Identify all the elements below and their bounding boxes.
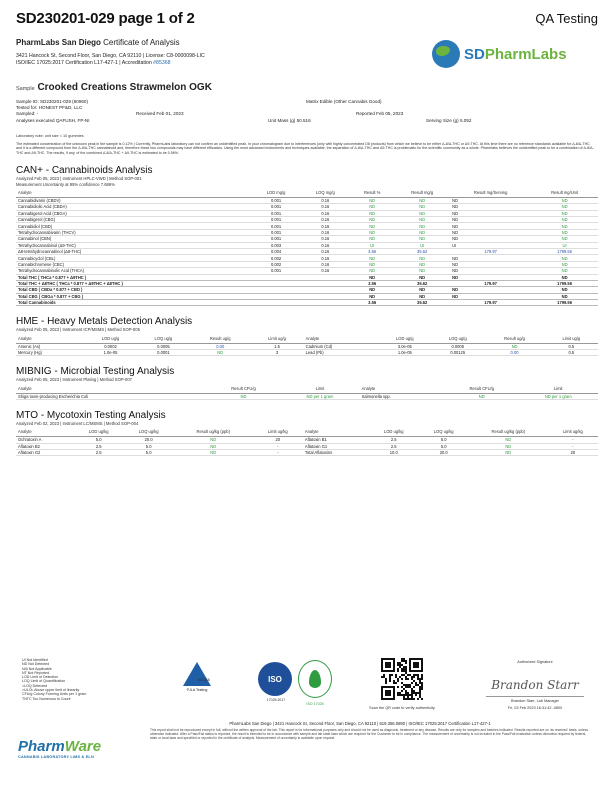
- microbial-header: Limit: [280, 386, 359, 393]
- mycotoxin-method: Analyzed Feb 02, 2023 | Instrument LC/MSMS | Method SOP-004: [16, 421, 139, 427]
- cannabinoid-cell: Cannabidivarin (CBDV): [16, 197, 252, 203]
- metal-header: Result ug/g: [484, 336, 544, 343]
- microbial-header: Analyte: [16, 386, 207, 393]
- metal-cell: ND: [484, 343, 544, 349]
- microbial-cell: Salmonella spp.: [360, 393, 445, 399]
- metal-cell: 0.0001: [137, 350, 190, 356]
- cannabinoid-total-cell: Total CBD ( CBDa * 0.877 + CBD ): [16, 287, 252, 293]
- cannabinoid-cell: ND: [450, 229, 531, 235]
- cannabinoid-cell: ND: [531, 229, 598, 235]
- tested-for: Tested for: HONEST PF&D, LLC: [16, 105, 83, 111]
- cannabinoid-cell: ND: [531, 204, 598, 210]
- analyses-executed: Analyses executed QAFUSH, FP-NI: [16, 117, 90, 123]
- cannabinoid-total-cell: ND: [350, 287, 394, 293]
- cannabinoid-total-cell: 1799.56: [531, 300, 598, 306]
- mycotoxin-cell: 10.0: [369, 450, 419, 456]
- cannabinoid-total-cell: ND: [531, 293, 598, 299]
- cannabinoid-cell: ND: [531, 268, 598, 274]
- cannabinoid-total-cell: 1799.56: [531, 280, 598, 286]
- mycotoxin-cell: ND: [174, 443, 253, 449]
- abbreviation-legend: [22, 658, 112, 701]
- cannabinoid-cell: ND: [450, 236, 531, 242]
- top-bar: [16, 10, 598, 32]
- mycotoxin-header: LOQ ug/kg: [419, 429, 469, 436]
- mycotoxin-cell: 5.0: [74, 437, 124, 443]
- microbial-header: Result CFU/g: [207, 386, 281, 393]
- cannabinoid-cell: ND: [394, 204, 450, 210]
- cannabinoid-cell: ND: [531, 217, 598, 223]
- mycotoxin-header: Limit ug/kg: [253, 429, 303, 436]
- cannabinoid-header: Analyte: [16, 190, 252, 197]
- mycotoxin-header: LOQ ug/kg: [124, 429, 174, 436]
- table-row: [16, 350, 598, 356]
- metal-header: LOQ ug/g: [137, 336, 190, 343]
- laboratory-note: Laboratory note: unit size = 10 gummies: [16, 134, 84, 138]
- cannabinoid-cell: ND: [350, 255, 394, 261]
- cannabinoid-cell: 0.001: [252, 229, 301, 235]
- cannabinoid-cell: 0.001: [252, 217, 301, 223]
- cannabinoid-cell: ND: [350, 223, 394, 229]
- seal-caption: ISO 17025: [306, 702, 324, 706]
- mycotoxin-cell: ND: [174, 437, 253, 443]
- metals-table: [16, 336, 598, 357]
- cannabinoid-cell: 0.16: [301, 197, 351, 203]
- cannabinoid-total-cell: Total THC ( THCa * 0.877 + Δ9THC ): [16, 274, 252, 280]
- cannabinoid-cell: 0.002: [252, 261, 301, 267]
- metal-header: LOD ug/g: [84, 336, 137, 343]
- cannabinoid-cell: ND: [531, 210, 598, 216]
- cannabinoid-total-cell: 3.56: [350, 280, 394, 286]
- cannabinoid-cell: ND: [531, 197, 598, 203]
- legend-item: LOQ Limit of Quantification: [22, 679, 66, 684]
- cannabinoid-cell: 35.62: [394, 248, 450, 254]
- cannabinoid-cell: Cannabigerol Acid (CBGA): [16, 210, 252, 216]
- lab-header: [16, 38, 598, 80]
- mycotoxin-cell: Ochratoxin A: [16, 437, 74, 443]
- microbial-title: MIBNIG - Microbial Testing Analysis: [16, 366, 175, 378]
- metal-cell: 3.0e-05: [378, 343, 431, 349]
- legend-item: UI Not Identified: [22, 658, 48, 662]
- cannabinoid-header: LOQ mg/g: [301, 190, 351, 197]
- metal-cell: 0.5: [545, 350, 598, 356]
- mycotoxin-cell: 2.5: [369, 437, 419, 443]
- cannabinoid-cell: 0.16: [301, 217, 351, 223]
- metal-header: Limit ug/g: [545, 336, 598, 343]
- qa-label: QA Testing: [535, 11, 598, 26]
- cannabinoid-cell: Cannabidiol (CBD): [16, 223, 252, 229]
- signature: Brandon Starr: [491, 678, 579, 692]
- mycotoxin-cell: 20: [548, 450, 598, 456]
- cannabinoid-header: Result mg/Unit: [531, 190, 598, 197]
- microbial-cell: ND per 1 gram: [519, 393, 598, 399]
- microbial-method: Analyzed Feb 05, 2023 | Instrument Plating | Method SOP-007: [16, 377, 133, 383]
- cannabinoid-cell: ND: [531, 261, 598, 267]
- signer-name: Brandon Starr, Lab Manager: [511, 699, 559, 703]
- mycotoxin-cell: -: [253, 443, 303, 449]
- cannabinoid-cell: Cannabinol (CBN): [16, 236, 252, 242]
- microbial-cell: ND: [207, 393, 281, 399]
- mycotoxin-header: Analyte: [16, 429, 74, 436]
- mycotoxin-header: Result ug/kg (ppb): [469, 429, 548, 436]
- cannabinoid-cell: ND: [350, 210, 394, 216]
- document-id: SD230201-029 page 1 of 2: [16, 10, 195, 27]
- microbial-cell: ND per 1 gram: [280, 393, 359, 399]
- cannabinoid-cell: ND: [450, 261, 531, 267]
- accreditation-link[interactable]: #85368: [153, 60, 171, 66]
- reported: Reported Feb 05, 2023: [356, 111, 404, 117]
- cannabinoid-cell: ND: [450, 268, 531, 274]
- cannabinoid-total-cell: 179.97: [450, 280, 531, 286]
- metals-title: HME - Heavy Metals Detection Analysis: [16, 316, 193, 328]
- qr-code-icon[interactable]: [381, 658, 423, 700]
- metal-cell: Arsenic (As): [16, 343, 84, 349]
- cannabinoid-cell: ND: [531, 255, 598, 261]
- mycotoxin-cell: 2.5: [74, 443, 124, 449]
- cannabinoid-cell: ND: [394, 229, 450, 235]
- footer-address: PharmLabs San Diego | 3421 Hancock St, Second Floor, San Diego, CA 92110 | 619.356.0890 | ISO/IEC 17025:2017 Certification L17-427-1: [229, 721, 491, 726]
- pjla-badge: #85368 PJLA Testing: [174, 662, 220, 706]
- document-title: Certificate of Analysis: [103, 38, 180, 47]
- cannabinoid-cell: ND: [394, 210, 450, 216]
- metal-header: Analyte: [16, 336, 84, 343]
- metal-cell: 0.00125: [431, 350, 484, 356]
- legend-item: <LOQ Detected: [22, 683, 48, 688]
- metal-cell: 0.0002: [84, 343, 137, 349]
- unit-mass: Unit Mass (g) 50.516: [268, 117, 311, 123]
- lab-name: PharmLabs San Diego Certificate of Analysis: [16, 38, 180, 47]
- metal-cell: 0.00: [190, 343, 250, 349]
- cannabinoid-cell: Cannabichromene (CBC): [16, 261, 252, 267]
- cannabinoid-total-cell: ND: [450, 287, 531, 293]
- cannabinoid-cell: ND: [350, 217, 394, 223]
- mycotoxin-cell: 5.0: [419, 437, 469, 443]
- serving-size: Serving Size (g) 5.052: [426, 117, 472, 123]
- lab-address: 3421 Hancock St, Second Floor, San Diego, CA 92110 | License: C8-0000098-LIC ISO/IEC 17025:2017 Certification L17-427-1 | Accreditation #85368: [16, 53, 205, 66]
- legend-item: NT Not Reported: [22, 670, 50, 675]
- cannabinoid-cell: 0.001: [252, 236, 301, 242]
- metal-cell: ND: [190, 350, 250, 356]
- mycotoxin-cell: 5.0: [124, 450, 174, 456]
- cannabinoid-cell: ND: [531, 236, 598, 242]
- cannabinoid-total-cell: Total Cannabinoids: [16, 300, 252, 306]
- cannabinoid-cell: ND: [450, 223, 531, 229]
- metal-cell: 0.0005: [431, 343, 484, 349]
- cannabinoid-cell: ND: [450, 204, 531, 210]
- cannabinoid-total-cell: ND: [531, 287, 598, 293]
- metal-cell: 1.0e-05: [84, 350, 137, 356]
- metal-header: LOD ug/g: [378, 336, 431, 343]
- mycotoxin-header: Limit ug/kg: [548, 429, 598, 436]
- cannabinoid-total-cell: Total THC + Δ8THC ( THCa * 0.877 + Δ9THC + Δ8THC ): [16, 280, 252, 286]
- cannabinoid-cell: ND: [350, 197, 394, 203]
- signed-date: Fri, 03 Feb 2023 16:31:42 -0800: [507, 705, 563, 710]
- metal-cell: 0.00: [484, 350, 544, 356]
- cannabinoid-cell: ND: [350, 236, 394, 242]
- mycotoxin-header: Result ug/kg (ppb): [174, 429, 253, 436]
- cannabinoid-cell: ND: [394, 236, 450, 242]
- cannabinoid-cell: 179.97: [450, 248, 531, 254]
- metals-method: Analyzed Feb 05, 2023 | Instrument ICP/MSMS | Method SOP-005: [16, 327, 140, 333]
- metal-header: Limit ug/g: [250, 336, 303, 343]
- metal-cell: 1.0e-05: [378, 350, 431, 356]
- cannabinoid-total-cell: ND: [531, 274, 598, 280]
- cannabinoid-cell: 3.56: [350, 248, 394, 254]
- cannabinoid-total-cell: ND: [350, 293, 394, 299]
- cannabinoid-cell: 0.16: [301, 268, 351, 274]
- mycotoxin-cell: ND: [469, 450, 548, 456]
- unknown-peak-note: The estimated concentration of the unknown peak in the sample is 0.12% | Currently, PharmLabs laboratory can not confirm an unidentified peak. In your chromatogram due to interferences (only with highly concentrated D8 products) from which we believe to be either Δ-8/Δ-THC or Δ9-THC. At this time there are no reference standards available for Δ-8/Δ-THC and it is a different compound from the Δ-8/Δ-THC cannabinoid and, therefore these two compounds may have different efficacies. Using the most advanced instruments and techniques available, the separation of Δ-8/Δ-THC and Δ9-THC is problematic for the scientific community as a whole. Pharmlabs believes the unidentified peak to be a combination of Δ-8/Δ-THC and Δ9-THC. The results, if any, of the combined Δ-8/Δ-THC + Δ9-THC is estimated to be 0.56%.: [16, 142, 594, 155]
- cannabinoid-cell: ND: [350, 229, 394, 235]
- microbial-table: [16, 386, 598, 400]
- sampled: Sampled: -: [16, 111, 39, 117]
- metal-header: Analyte: [304, 336, 379, 343]
- iso-badge: ISO: [258, 662, 292, 696]
- mycotoxin-table: [16, 429, 598, 456]
- cannabinoid-total-cell: Total CBG ( CBGa * 0.877 + CBG ): [16, 293, 252, 299]
- cannabinoid-cell: ND: [394, 261, 450, 267]
- cannabinoid-cell: 0.16: [301, 204, 351, 210]
- cannabinoid-cell: 1799.56: [531, 248, 598, 254]
- mycotoxin-header: LOD ug/kg: [369, 429, 419, 436]
- mycotoxin-cell: -: [548, 437, 598, 443]
- metal-cell: Mercury (Hg): [16, 350, 84, 356]
- cannabinoids-method: Analyzed Feb 05, 2023 | Instrument HPLC-VWD | Method SOP-001: [16, 176, 142, 182]
- metal-header: LOQ ug/g: [431, 336, 484, 343]
- cannabinoid-total-cell: ND: [394, 287, 450, 293]
- cannabinoid-cell: ND: [531, 223, 598, 229]
- mycotoxin-cell: 5.0: [419, 443, 469, 449]
- cannabinoid-cell: Cannabicyclol (CBL): [16, 255, 252, 261]
- cannabinoid-cell: UI: [531, 242, 598, 248]
- cannabinoids-uncertainty: Measurement Uncertainty at 95% confidence 7.686%: [16, 181, 115, 187]
- mycotoxin-cell: 2.5: [369, 443, 419, 449]
- cannabinoids-table: [16, 190, 598, 306]
- microbial-cell: ND: [445, 393, 519, 399]
- cannabinoid-cell: 0.16: [301, 210, 351, 216]
- mycotoxin-cell: Total Aflatoxins: [303, 450, 369, 456]
- cannabinoid-total-cell: 179.97: [450, 300, 531, 306]
- sample-metadata: [16, 99, 598, 131]
- matrix: Matrix Edible (Other Cannabis Good): [306, 99, 382, 104]
- iso-caption: 17025:2017: [266, 698, 286, 702]
- mycotoxin-cell: Aflatoxin B1: [303, 437, 369, 443]
- mycotoxin-cell: Aflatoxin G2: [16, 450, 74, 456]
- cannabinoid-total-cell: ND: [450, 293, 531, 299]
- cannabinoid-cell: 0.001: [252, 223, 301, 229]
- cannabinoid-header: LOD mg/g: [252, 190, 301, 197]
- cannabinoid-total-cell: 35.62: [394, 300, 450, 306]
- cannabinoid-cell: ND: [450, 255, 531, 261]
- sample-title: Sample Crooked Creations Strawmelon OGK: [16, 82, 212, 93]
- qr-caption: Scan the QR code to verify authenticity: [369, 706, 435, 710]
- mycotoxin-cell: -: [253, 450, 303, 456]
- table-row: [16, 450, 598, 456]
- table-row: [16, 393, 598, 399]
- microbial-header: Analyte: [360, 386, 445, 393]
- mycotoxin-cell: Aflatoxin G1: [303, 443, 369, 449]
- legend-item: LOD Limit of Detection: [22, 675, 59, 680]
- cannabinoid-cell: ND: [450, 210, 531, 216]
- legend-item: CFU/g Colony Forming Units per 1 gram: [22, 692, 87, 697]
- mycotoxin-title: MTO - Mycotoxin Testing Analysis: [16, 410, 166, 422]
- mycotoxin-cell: 2.5: [74, 450, 124, 456]
- sample-id: Sample ID: SD230201-029 (60960): [16, 99, 89, 104]
- received: Received Feb 01, 2023: [136, 111, 184, 117]
- cannabinoid-cell: 0.16: [301, 236, 351, 242]
- cannabinoid-cell: 0.16: [301, 229, 351, 235]
- cannabinoid-cell: 0.16: [301, 223, 351, 229]
- cannabinoid-total-cell: ND: [350, 274, 394, 280]
- pharmware-logo: PharmWare CANNABIS LABORATORY LIMS & ELN: [18, 738, 102, 759]
- metal-cell: Lead (Pb): [304, 350, 379, 356]
- cannabinoid-cell: ND: [450, 197, 531, 203]
- mycotoxin-header: LOD ug/kg: [74, 429, 124, 436]
- signature-block: Authorized Signature Brandon Starr Brandon Starr, Lab Manager Fri, 03 Feb 2023 16:31:42 -0800: [480, 660, 590, 710]
- cannabinoid-cell: Tetrahydrocannabivarin (THCV): [16, 229, 252, 235]
- cannabinoid-cell: Δ8-tetrahydrocannabinol (Δ8-THC): [16, 248, 252, 254]
- mycotoxin-cell: 5.0: [124, 443, 174, 449]
- mycotoxin-header: Analyte: [303, 429, 369, 436]
- cannabinoid-total-cell: [301, 300, 351, 306]
- globe-icon: [432, 40, 460, 68]
- cannabinoid-total-cell: ND: [394, 293, 450, 299]
- cannabinoid-cell: 0.003: [252, 242, 301, 248]
- cannabinoid-cell: ND: [394, 268, 450, 274]
- cannabinoid-cell: 0.16: [301, 242, 351, 248]
- legend-item: >ULOL Above upper limit of linearity: [22, 688, 80, 693]
- cannabinoid-cell: ND: [394, 217, 450, 223]
- cannabinoid-cell: Cannabigerol (CBG): [16, 217, 252, 223]
- microbial-cell: Shiga toxin-producing Escherichia Coli: [16, 393, 207, 399]
- mycotoxin-cell: 20: [253, 437, 303, 443]
- cannabinoid-cell: ND: [350, 261, 394, 267]
- cannabinoid-header: Result mg/Serving: [450, 190, 531, 197]
- cannabinoid-cell: Cannabidiolic Acid (CBDA): [16, 204, 252, 210]
- cannabinoid-cell: 0.16: [301, 255, 351, 261]
- mycotoxin-cell: -: [548, 443, 598, 449]
- mycotoxin-cell: 20.0: [124, 437, 174, 443]
- cannabinoid-cell: 0.001: [252, 204, 301, 210]
- cannabinoid-total-cell: ND: [450, 274, 531, 280]
- metal-cell: 1.5: [250, 343, 303, 349]
- sdpharmlabs-logo: SDPharmLabs: [432, 34, 592, 74]
- cannabinoid-cell: ND: [394, 223, 450, 229]
- legend-item: TNTC Too Numerous to Count: [22, 696, 71, 701]
- cannabinoid-cell: ND: [394, 255, 450, 261]
- cannabinoid-cell: ND: [350, 268, 394, 274]
- cannabinoids-title: CAN+ - Cannabinoids Analysis: [16, 165, 153, 177]
- legend-item: N/A Not Applicable: [22, 666, 52, 671]
- cannabinoid-cell: 0.16: [301, 248, 351, 254]
- mycotoxin-cell: 20.0: [419, 450, 469, 456]
- cannabinoid-total-cell: ND: [394, 274, 450, 280]
- cannabinoid-cell: 0.004: [252, 248, 301, 254]
- cannabinoid-cell: Tetrahydrocannabinolic Acid (THCA): [16, 268, 252, 274]
- cannabinoid-cell: ND: [450, 217, 531, 223]
- cannabinoid-cell: ND: [350, 204, 394, 210]
- mycotoxin-cell: Aflatoxin B2: [16, 443, 74, 449]
- cannabinoid-cell: 0.001: [252, 268, 301, 274]
- cannabinoid-cell: UI: [450, 242, 531, 248]
- metal-header: Result ug/g: [190, 336, 250, 343]
- cannabinoid-total-cell: [252, 300, 301, 306]
- cannabinoid-total-cell: 35.62: [394, 280, 450, 286]
- legend-item: ND Not Detected: [22, 662, 50, 667]
- table-row: [16, 300, 598, 306]
- metal-cell: Cadmium (Cd): [304, 343, 379, 349]
- pjla-triangle-icon: [183, 662, 211, 686]
- cannabinoid-header: Result mg/g: [394, 190, 450, 197]
- cannabinoid-cell: Tetrahydrocannabinol (Δ9-THC): [16, 242, 252, 248]
- cannabinoid-cell: 0.16: [301, 261, 351, 267]
- metal-cell: 0.5: [545, 343, 598, 349]
- footer: [0, 650, 612, 792]
- cannabinoid-cell: ND: [394, 197, 450, 203]
- cannabis-seal-icon: [298, 660, 332, 698]
- metal-cell: 3: [250, 350, 303, 356]
- mycotoxin-cell: ND: [469, 437, 548, 443]
- disclaimer: This report shall not be reproduced except in full, without the written approval of the lab. This report is for informational purposes only and should not be used as diagnosis, treatment or any disease. Results are only for samples and batches indicated. Results reported are on 'as received' basis, unless otherwise indicated. After a Pass/Fail status is reported, the result is intended to be in accordance with sample and lab state laws which are required for the Customer to be in compliance. The measurement of uncertainty is not included in the Pass/Fail evaluation unless otherwise required by federal, state or local laws and specified or reported in the certificate of analysis. Measurement of uncertainty is available upon request.: [150, 728, 588, 740]
- leaf-icon: [309, 670, 321, 688]
- mycotoxin-cell: ND: [469, 443, 548, 449]
- cannabinoid-total-cell: 3.56: [350, 300, 394, 306]
- mycotoxin-cell: ND: [174, 450, 253, 456]
- cannabinoid-cell: 0.001: [252, 210, 301, 216]
- cannabinoid-cell: 0.002: [252, 255, 301, 261]
- cannabinoid-header: Result %: [350, 190, 394, 197]
- cannabinoid-cell: UI: [350, 242, 394, 248]
- cannabinoid-cell: UI: [394, 242, 450, 248]
- microbial-header: Result CFU/g: [445, 386, 519, 393]
- metal-cell: 0.0005: [137, 343, 190, 349]
- microbial-header: Limit: [519, 386, 598, 393]
- cannabinoid-cell: 0.001: [252, 197, 301, 203]
